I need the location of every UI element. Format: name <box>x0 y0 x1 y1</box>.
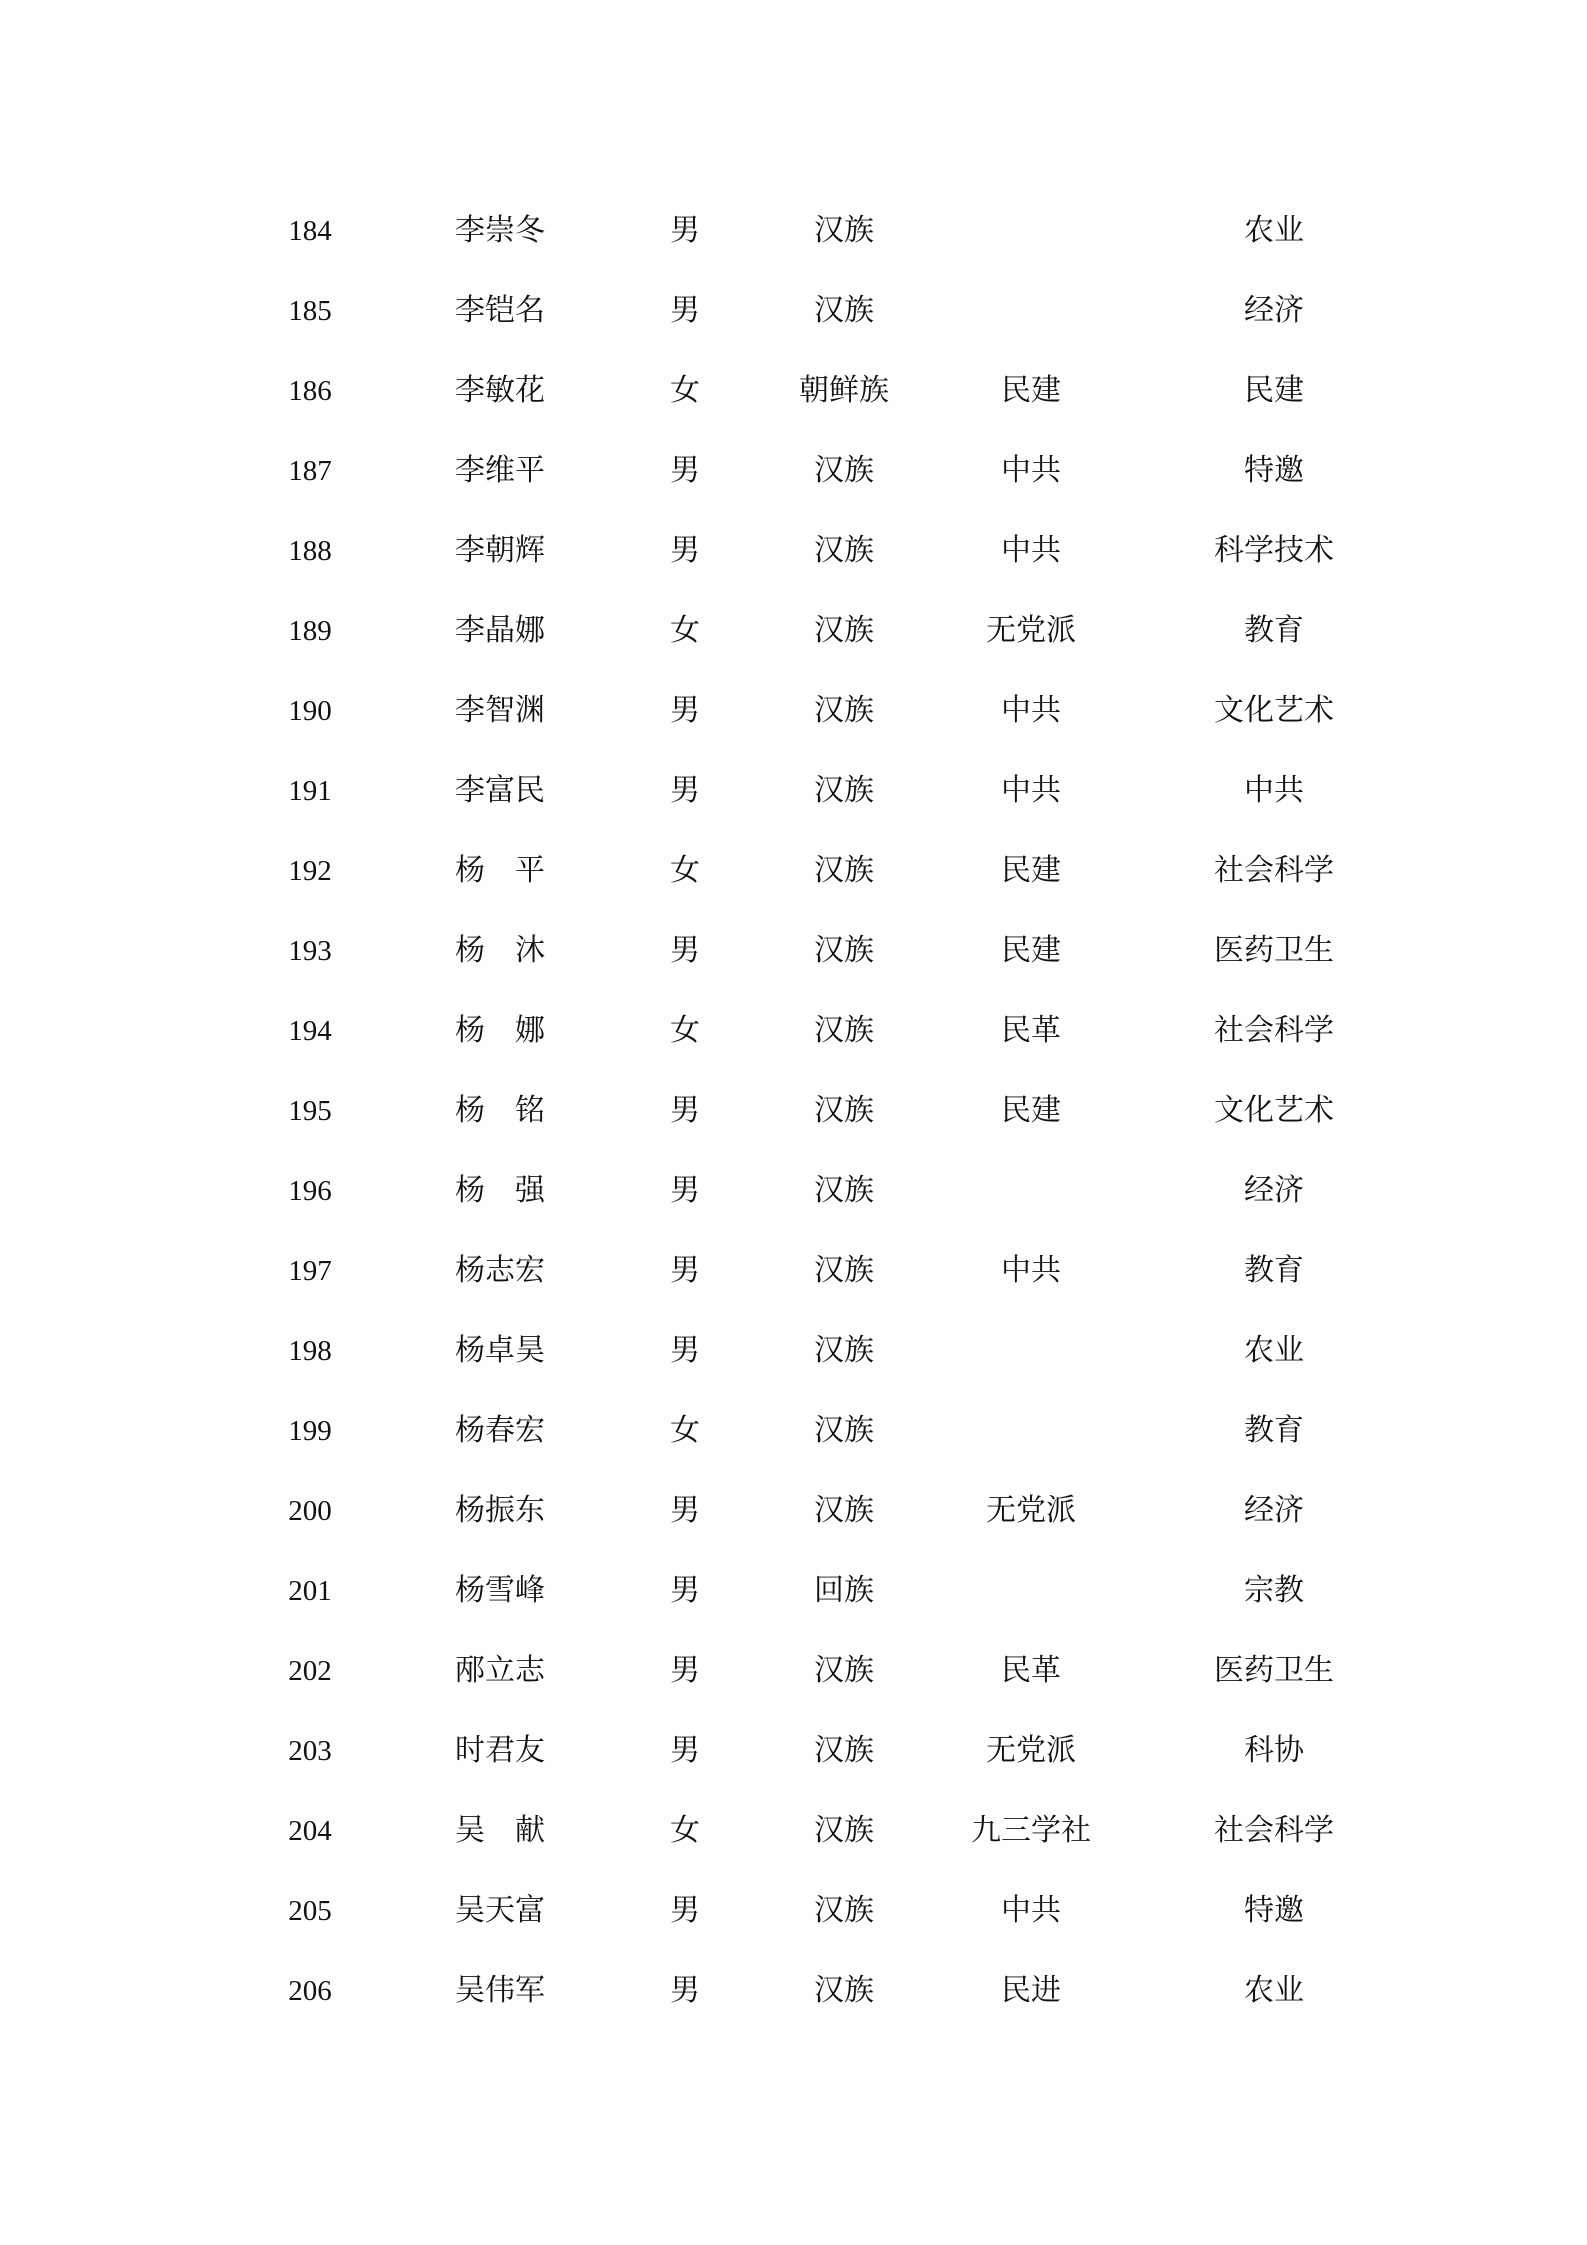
member-sector: 宗教 <box>1244 1573 1304 1608</box>
table-row <box>0 679 1587 759</box>
member-party: 中共 <box>1001 1893 1061 1928</box>
member-name: 杨卓昊 <box>455 1333 545 1368</box>
table-row <box>0 439 1587 519</box>
member-ethnicity: 汉族 <box>814 1653 874 1688</box>
member-party: 民进 <box>1001 1973 1061 2008</box>
table-row <box>0 199 1587 279</box>
member-gender: 男 <box>670 453 700 488</box>
member-gender: 男 <box>670 1973 700 2008</box>
member-ethnicity: 汉族 <box>814 693 874 728</box>
member-ethnicity: 汉族 <box>814 773 874 808</box>
member-number: 205 <box>288 1895 332 1927</box>
member-party: 民革 <box>1001 1653 1061 1688</box>
member-sector: 教育 <box>1244 1253 1304 1288</box>
member-name: 杨 铭 <box>455 1093 545 1128</box>
table-row <box>0 1079 1587 1159</box>
member-party: 中共 <box>1001 533 1061 568</box>
member-number: 201 <box>288 1575 332 1607</box>
member-number: 184 <box>288 215 332 247</box>
member-name: 李敏花 <box>455 373 545 408</box>
member-name: 吴天富 <box>455 1893 545 1928</box>
member-number: 204 <box>288 1815 332 1847</box>
table-row <box>0 1959 1587 2039</box>
member-gender: 女 <box>670 1013 700 1048</box>
member-gender: 男 <box>670 213 700 248</box>
member-ethnicity: 汉族 <box>814 1253 874 1288</box>
table-row <box>0 1479 1587 1559</box>
member-party: 无党派 <box>986 1493 1076 1528</box>
member-party: 无党派 <box>986 1733 1076 1768</box>
member-gender: 女 <box>670 373 700 408</box>
member-number: 185 <box>288 295 332 327</box>
member-sector: 特邀 <box>1244 1893 1304 1928</box>
member-name: 李智渊 <box>455 693 545 728</box>
member-sector: 中共 <box>1244 773 1304 808</box>
member-ethnicity: 汉族 <box>814 1813 874 1848</box>
member-name: 邴立志 <box>455 1653 545 1688</box>
member-name: 李崇冬 <box>455 213 545 248</box>
member-gender: 男 <box>670 1893 700 1928</box>
member-party: 民建 <box>1001 853 1061 888</box>
member-number: 200 <box>288 1495 332 1527</box>
member-sector: 文化艺术 <box>1214 693 1334 728</box>
member-party: 中共 <box>1001 693 1061 728</box>
member-ethnicity: 汉族 <box>814 1333 874 1368</box>
member-gender: 女 <box>670 1813 700 1848</box>
member-name: 吴伟军 <box>455 1973 545 2008</box>
member-sector: 农业 <box>1244 1333 1304 1368</box>
member-number: 192 <box>288 855 332 887</box>
member-name: 杨志宏 <box>455 1253 545 1288</box>
table-row <box>0 1639 1587 1719</box>
member-party: 中共 <box>1001 773 1061 808</box>
member-number: 202 <box>288 1655 332 1687</box>
table-row <box>0 759 1587 839</box>
member-gender: 男 <box>670 1493 700 1528</box>
table-row <box>0 839 1587 919</box>
table-row <box>0 279 1587 359</box>
member-gender: 男 <box>670 1093 700 1128</box>
member-sector: 社会科学 <box>1214 853 1334 888</box>
member-gender: 男 <box>670 933 700 968</box>
member-name: 李铠名 <box>455 293 545 328</box>
table-row <box>0 999 1587 1079</box>
member-ethnicity: 汉族 <box>814 453 874 488</box>
table-row <box>0 1319 1587 1399</box>
member-ethnicity: 汉族 <box>814 1493 874 1528</box>
member-ethnicity: 汉族 <box>814 213 874 248</box>
member-gender: 男 <box>670 1253 700 1288</box>
member-number: 195 <box>288 1095 332 1127</box>
member-party: 民建 <box>1001 933 1061 968</box>
member-sector: 农业 <box>1244 1973 1304 2008</box>
member-sector: 社会科学 <box>1214 1813 1334 1848</box>
member-ethnicity: 汉族 <box>814 1013 874 1048</box>
table-row <box>0 1799 1587 1879</box>
member-number: 196 <box>288 1175 332 1207</box>
member-number: 206 <box>288 1975 332 2007</box>
member-gender: 男 <box>670 1573 700 1608</box>
member-sector: 特邀 <box>1244 453 1304 488</box>
member-gender: 男 <box>670 1653 700 1688</box>
member-number: 188 <box>288 535 332 567</box>
member-party: 中共 <box>1001 1253 1061 1288</box>
member-sector: 农业 <box>1244 213 1304 248</box>
member-ethnicity: 汉族 <box>814 613 874 648</box>
member-ethnicity: 汉族 <box>814 293 874 328</box>
table-row <box>0 519 1587 599</box>
member-sector: 教育 <box>1244 1413 1304 1448</box>
member-number: 189 <box>288 615 332 647</box>
table-row <box>0 1559 1587 1639</box>
member-name: 杨 平 <box>455 853 545 888</box>
member-gender: 男 <box>670 693 700 728</box>
member-sector: 文化艺术 <box>1214 1093 1334 1128</box>
table-row <box>0 919 1587 999</box>
member-ethnicity: 汉族 <box>814 1413 874 1448</box>
member-ethnicity: 汉族 <box>814 1173 874 1208</box>
member-sector: 科协 <box>1244 1733 1304 1768</box>
member-ethnicity: 汉族 <box>814 533 874 568</box>
member-gender: 女 <box>670 613 700 648</box>
member-party: 民建 <box>1001 1093 1061 1128</box>
member-name: 李晶娜 <box>455 613 545 648</box>
member-party: 九三学社 <box>971 1813 1091 1848</box>
member-gender: 男 <box>670 1173 700 1208</box>
member-ethnicity: 回族 <box>814 1573 874 1608</box>
member-ethnicity: 汉族 <box>814 933 874 968</box>
member-gender: 男 <box>670 533 700 568</box>
member-sector: 经济 <box>1244 1493 1304 1528</box>
member-party: 无党派 <box>986 613 1076 648</box>
member-sector: 经济 <box>1244 1173 1304 1208</box>
member-number: 194 <box>288 1015 332 1047</box>
table-row <box>0 599 1587 679</box>
member-name: 李维平 <box>455 453 545 488</box>
table-row <box>0 1719 1587 1799</box>
member-sector: 民建 <box>1244 373 1304 408</box>
member-name: 时君友 <box>455 1733 545 1768</box>
member-name: 杨雪峰 <box>455 1573 545 1608</box>
member-number: 186 <box>288 375 332 407</box>
member-name: 杨春宏 <box>455 1413 545 1448</box>
member-sector: 社会科学 <box>1214 1013 1334 1048</box>
member-gender: 男 <box>670 293 700 328</box>
member-ethnicity: 汉族 <box>814 1973 874 2008</box>
member-name: 吴 献 <box>455 1813 545 1848</box>
member-ethnicity: 汉族 <box>814 1093 874 1128</box>
member-number: 203 <box>288 1735 332 1767</box>
member-gender: 男 <box>670 1333 700 1368</box>
member-gender: 男 <box>670 1733 700 1768</box>
member-number: 190 <box>288 695 332 727</box>
member-gender: 女 <box>670 853 700 888</box>
member-name: 李富民 <box>455 773 545 808</box>
member-party: 民革 <box>1001 1013 1061 1048</box>
member-sector: 教育 <box>1244 613 1304 648</box>
member-name: 杨 强 <box>455 1173 545 1208</box>
member-gender: 男 <box>670 773 700 808</box>
member-party: 中共 <box>1001 453 1061 488</box>
member-ethnicity: 汉族 <box>814 853 874 888</box>
member-sector: 医药卫生 <box>1214 1653 1334 1688</box>
member-number: 193 <box>288 935 332 967</box>
member-ethnicity: 汉族 <box>814 1733 874 1768</box>
member-ethnicity: 汉族 <box>814 1893 874 1928</box>
member-sector: 经济 <box>1244 293 1304 328</box>
member-number: 187 <box>288 455 332 487</box>
table-row <box>0 1239 1587 1319</box>
member-sector: 医药卫生 <box>1214 933 1334 968</box>
member-name: 杨振东 <box>455 1493 545 1528</box>
table-row <box>0 359 1587 439</box>
member-sector: 科学技术 <box>1214 533 1334 568</box>
member-number: 199 <box>288 1415 332 1447</box>
table-row <box>0 1879 1587 1959</box>
table-row <box>0 1399 1587 1479</box>
member-number: 197 <box>288 1255 332 1287</box>
member-number: 191 <box>288 775 332 807</box>
member-gender: 女 <box>670 1413 700 1448</box>
member-name: 杨 娜 <box>455 1013 545 1048</box>
table-row <box>0 1159 1587 1239</box>
member-number: 198 <box>288 1335 332 1367</box>
member-name: 杨 沐 <box>455 933 545 968</box>
member-ethnicity: 朝鲜族 <box>799 373 889 408</box>
member-roster <box>0 199 1587 2039</box>
member-party: 民建 <box>1001 373 1061 408</box>
member-name: 李朝辉 <box>455 533 545 568</box>
